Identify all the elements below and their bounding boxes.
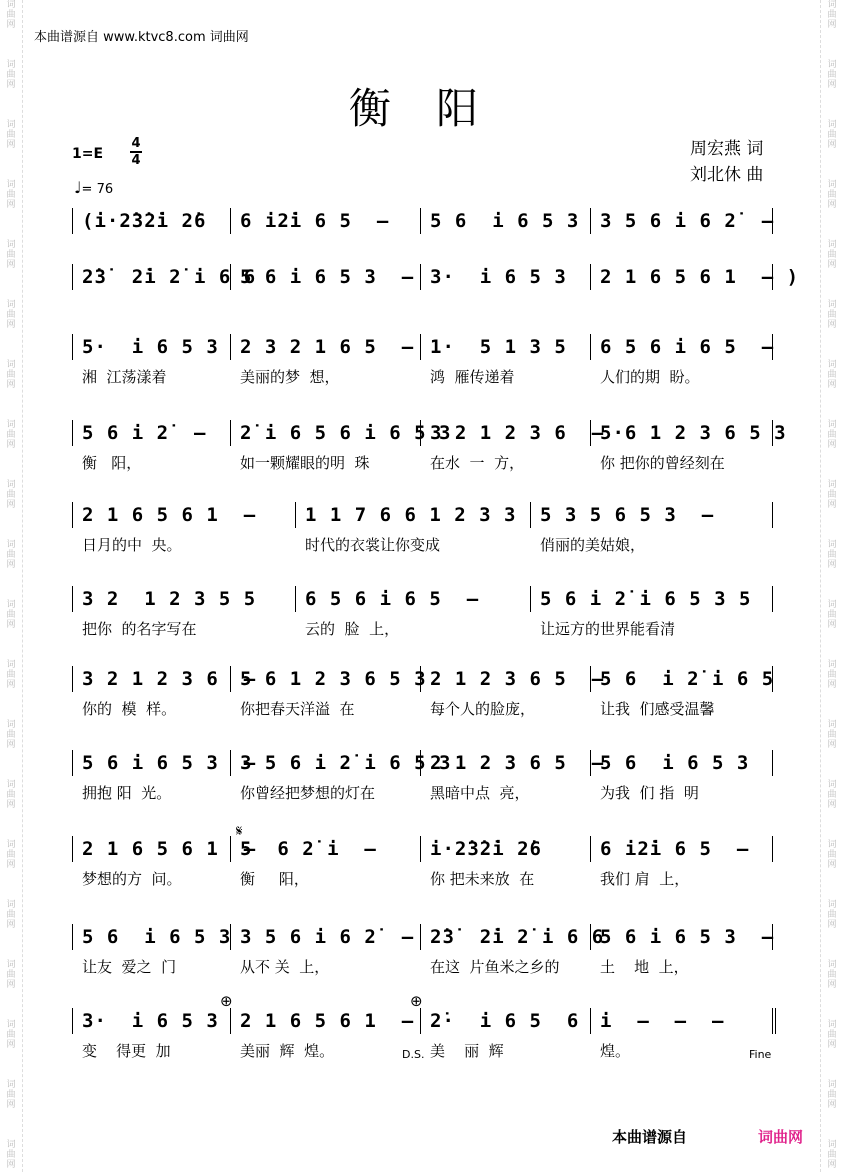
lyric: 我们 肩 上， [600,870,690,888]
lyric: 俏丽的美姑娘， [540,536,646,554]
measure: 1· 5 1 3 5 [430,336,567,358]
lyric: 美丽 辉 煌。 [240,1042,335,1060]
lyric: 美 丽 辉 [430,1042,504,1060]
page-border-right [820,0,821,1172]
measure: (i·2̇3̇2̇i 2̇6 [82,210,207,232]
lyric: 在水 一 方， [430,454,525,472]
watermark-left: 词曲网 词曲网 词曲网 词曲网 词曲网 词曲网 词曲网 词曲网 词曲网 词曲网 词曲网 词曲网 词曲网 词曲网 词曲网 词曲网 词曲网 词曲网 词曲网 词曲网 [6,0,16,1170]
lyric: 你曾经把梦想的灯在 [240,784,376,802]
measure: 5 6 i 6 5 3 – [600,926,775,948]
notes-line [60,418,787,448]
measure: 5 6 1 2 3 6 5 3 [240,668,427,690]
measure: 5 6 2̇ i – [240,838,377,860]
lyric: 黑暗中点 亮， [430,784,530,802]
time-signature [130,136,142,168]
lyric: 你把春天洋溢 在 [240,700,355,718]
barline [230,208,231,234]
measure: 2̇3̇ 2̇i 2̇ i 6 6 [82,266,257,288]
key-signature: 1=E [72,146,104,162]
barline [72,924,73,950]
notes-line [60,664,780,694]
lyric: 每个人的脸庞， [430,700,536,718]
measure: 5 6 i 6 5 3 [430,210,580,232]
barline [420,208,421,234]
measure: i – – – [600,1010,725,1032]
measure: 5 6 i 6 5 3 – [82,752,257,774]
score-row [60,748,780,804]
notes-line [60,748,780,778]
notes-line [60,206,780,236]
measure: 5 6 i 6 5 3 – [240,266,415,288]
barline [230,1008,231,1034]
lyrics-line [60,868,780,890]
measure: 3 5 6 i 6 2̇ – [600,210,775,232]
measure: 5 3 5 6 5 3 – [540,504,715,526]
lyrics-line [60,534,780,556]
barline [72,1008,73,1034]
lyric: 美丽的梦 想， [240,368,340,386]
watermark-right: 词曲网 词曲网 词曲网 词曲网 词曲网 词曲网 词曲网 词曲网 词曲网 词曲网 词曲网 词曲网 词曲网 词曲网 词曲网 词曲网 词曲网 词曲网 词曲网 词曲网 [827,0,837,1170]
lyric: 湘 江荡漾着 [82,368,167,386]
composer: 刘北休 曲 [690,165,764,185]
barline [72,666,73,692]
coda-icon-2: ⊕ [410,992,423,1010]
lyrics-line [60,618,780,640]
fine-mark: Fine [749,1048,772,1061]
measure: 3 5 6 i 6 2̇ – [240,926,415,948]
tempo-mark [74,178,113,197]
score-row [60,332,780,388]
tempo-value: = 76 [81,182,114,197]
score-row [60,664,780,720]
lyric: 日月的中 央。 [82,536,182,554]
score-row [60,262,800,292]
lyric: 你的 模 样。 [82,700,177,718]
barline [590,836,591,862]
barline [590,264,591,290]
barline [420,334,421,360]
credits [690,136,763,188]
barline [420,264,421,290]
lyric: 煌。 [600,1042,631,1060]
footer-source: 本曲谱源自 [612,1128,688,1146]
barline [772,586,773,612]
barline [590,1008,591,1034]
lyrics-line [60,452,780,474]
meter-top: 4 [131,136,141,151]
measure: 2 1 6 5 6 1 – [82,504,257,526]
lyric: 你 把你的曾经刻在 [600,454,725,472]
barline [772,750,773,776]
notes-line [60,834,780,864]
segno-icon: 𝄋 [236,822,243,840]
notes-line [60,922,780,952]
barline [230,334,231,360]
measure: 3· i 6 5 3 [430,266,567,288]
score-row [60,834,780,890]
measure: 6 5 6 i 6 5 – [600,336,775,358]
footer-brand-link[interactable]: 词曲网 [758,1128,804,1146]
barline [72,586,73,612]
measure: 2 1 6 5 6 1 – [82,838,257,860]
lyric: 让远方的世界能看清 [540,620,676,638]
lyric: 土 地 上， [600,958,689,976]
measure: 3· i 6 5 3 [82,1010,219,1032]
barline [420,836,421,862]
lyric: 梦想的方 问。 [82,870,182,888]
lyric: 鸿 雁传递着 [430,368,515,386]
barline [72,420,73,446]
lyric: 变 得更 加 [82,1042,171,1060]
measure: 2 1 2 3 6 5 – [430,668,605,690]
measure: 2̇ i 6 5 6 i 6 5 3 [240,422,452,444]
lyricist: 周宏燕 词 [690,139,764,159]
barline [772,502,773,528]
measure: 2̇· i 6 5 6 [430,1010,580,1032]
measure: 2 1 6 5 6 1 – [240,1010,415,1032]
barline [72,334,73,360]
barline [530,502,531,528]
barline [72,208,73,234]
notes-line [60,332,780,362]
score-row [60,584,780,640]
lyric: 云的 脸 上， [305,620,400,638]
lyric: 从不 关 上， [240,958,330,976]
notes-line [60,262,800,292]
coda-icon-1: ⊕ [220,992,233,1010]
measure: 2̇3̇ 2̇i 2̇ i 6 6 [430,926,605,948]
notes-line [60,500,780,530]
lyrics-line [60,698,780,720]
lyric: 人们的期 盼。 [600,368,700,386]
lyric: 让我 们感受温馨 [600,700,715,718]
lyric: 如一颗耀眼的明 珠 [240,454,370,472]
measure: 5 6 i 2̇ – [82,422,207,444]
measure: 5· i 6 5 3 [82,336,219,358]
ds-mark: D.S. [402,1048,425,1061]
measure: 3 2 1 2 3 6 – [430,422,605,444]
lyrics-line [60,782,780,804]
measure: 2 1 6 5 6 1 – ) [600,266,800,288]
lyric: 你 把未来放 在 [430,870,535,888]
barline [590,208,591,234]
meter-bottom: 4 [131,153,141,168]
barline [530,586,531,612]
lyric: 让友 爱之 门 [82,958,177,976]
measure: 5 6 i 6 5 3 [600,752,750,774]
quarter-note-icon: ♩ [74,178,82,197]
measure: 1 1 7 6 6 1 2 3 3 [305,504,517,526]
barline [772,1008,779,1034]
score-row [60,500,780,556]
notes-line [60,1006,780,1036]
lyric: 衡 阳， [82,454,142,472]
measure: 2 1 2 3 6 5 – [430,752,605,774]
source-attribution: 本曲谱源自 www.ktvc8.com 词曲网 [34,30,249,45]
lyric: 在这 片鱼米之乡的 [430,958,560,976]
measure: 5 6 i 6 5 3 [82,926,232,948]
barline [72,836,73,862]
barline [295,502,296,528]
page-border-left [22,0,23,1172]
barline [72,750,73,776]
lyric: 时代的衣裳让你变成 [305,536,441,554]
measure: 6 5 6 i 6 5 – [305,588,480,610]
lyric: 为我 们 指 明 [600,784,699,802]
measure: 6 i2̇i 6 5 – [600,838,750,860]
measure: 5 6 i 2̇ i 6 5 3 5 [540,588,752,610]
song-title: 衡 阳 [348,84,495,133]
notes-line [60,584,780,614]
lyrics-line [60,366,780,388]
score-row [60,418,787,474]
measure: 3 5 6 i 2̇ i 6 5 3 [240,752,452,774]
measure: 5·6 1 2 3 6 5 3 [600,422,787,444]
barline [420,924,421,950]
lyrics-line [60,956,780,978]
barline [420,1008,421,1034]
measure: i·2̇3̇2̇i 2̇6 [430,838,542,860]
barline [72,502,73,528]
barline [295,586,296,612]
barline [72,264,73,290]
lyric: 拥抱 阳 光。 [82,784,172,802]
barline [230,420,231,446]
score-row [60,206,780,236]
barline [772,836,773,862]
measure: 2 3 2 1 6 5 – [240,336,415,358]
measure: 5 6 i 2̇ i 6 5 [600,668,775,690]
barline [590,334,591,360]
lyric: 衡 阳， [240,870,309,888]
measure: 3 2 1 2 3 5 5 [82,588,257,610]
measure: 3 2 1 2 3 6 – [82,668,257,690]
measure: 6 i2̇i 6 5 – [240,210,390,232]
score-row [60,922,780,978]
lyric: 把你 的名字写在 [82,620,197,638]
